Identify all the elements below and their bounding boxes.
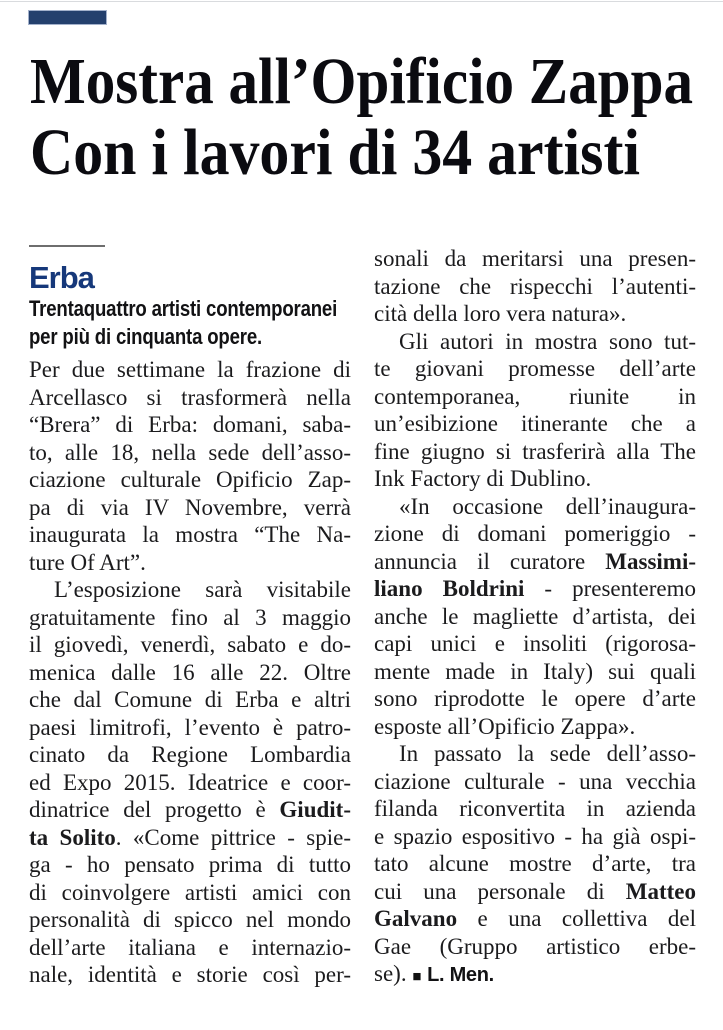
body-text-segment: «In occasione dell’inaugura- bbox=[399, 493, 696, 519]
headline-line-1: Mostra all’Opificio Zappa bbox=[30, 55, 693, 118]
body-line bbox=[374, 795, 696, 823]
body-text-segment: ciazione culturale Opificio Zap- bbox=[29, 467, 351, 492]
body-text-segment: il giovedì, venerdì, sabato e do- bbox=[29, 632, 351, 657]
body-text-segment: capi unici e insoliti (rigorosa- bbox=[374, 631, 696, 656]
body-line bbox=[374, 658, 696, 686]
lede-line-1: Trentaquattro artisti contemporanei bbox=[29, 296, 338, 321]
body-line bbox=[374, 960, 696, 991]
body-text-segment: to, alle 18, nella sede dell’asso- bbox=[29, 439, 351, 465]
body-line bbox=[374, 383, 696, 411]
body-text-segment: te giovani promesse dell’arte bbox=[374, 356, 696, 381]
highlighted-name: ta Solito bbox=[29, 824, 116, 850]
body-line bbox=[374, 300, 696, 328]
body-line bbox=[29, 494, 351, 522]
body-line bbox=[29, 604, 351, 632]
body-text-segment: “Brera” di Erba: domani, saba- bbox=[29, 412, 351, 437]
body-text-segment: cui una personale di bbox=[374, 878, 626, 904]
body-text-segment: inaugurata la mostra “The Na- bbox=[29, 522, 351, 547]
body-line bbox=[374, 630, 696, 658]
headline bbox=[30, 55, 702, 200]
body-text-segment: cinato da Regione Lombardia bbox=[29, 742, 351, 767]
body-text-segment: anche le magliette d’artista, dei bbox=[374, 603, 696, 629]
body-line bbox=[374, 933, 696, 961]
body-text-segment: zione di domani pomeriggio - bbox=[374, 521, 696, 546]
body-line bbox=[29, 741, 351, 769]
body-text-segment: un’esibizione itinerante che a bbox=[374, 411, 696, 436]
top-divider bbox=[0, 1, 723, 2]
body-text-segment: ture Of Art”. bbox=[29, 549, 146, 575]
body-line bbox=[29, 906, 351, 934]
body-text-segment: di coinvolgere artisti amici con bbox=[29, 879, 351, 905]
article-body bbox=[29, 240, 696, 991]
body-line bbox=[374, 355, 696, 383]
body-line bbox=[374, 575, 696, 603]
body-text-segment: ed Expo 2015. Ideatrice e coor- bbox=[29, 769, 351, 795]
body-text-segment: In passato la sede dell’asso- bbox=[399, 741, 696, 766]
highlighted-name: Galvano bbox=[374, 906, 458, 931]
body-text-segment: ciazione culturale - una vecchia bbox=[374, 768, 696, 794]
column-left bbox=[29, 240, 351, 991]
body-line bbox=[29, 576, 351, 604]
body-line bbox=[29, 879, 351, 907]
body-text-segment: Gae (Gruppo artistico erbe- bbox=[374, 933, 696, 959]
body-line bbox=[29, 466, 351, 494]
headline-line-2: Con i lavori di 34 artisti bbox=[30, 116, 640, 189]
body-line bbox=[374, 823, 696, 851]
highlighted-name: Giudit- bbox=[279, 797, 351, 822]
signature-author: L. Men. bbox=[427, 964, 494, 986]
body-text-segment: ga - ho pensato prima di tutto bbox=[29, 852, 351, 877]
body-line bbox=[29, 934, 351, 962]
body-line bbox=[29, 521, 351, 549]
body-text-segment: e una collettiva del bbox=[457, 906, 696, 931]
body-text-segment: menica dalle 16 alle 22. Oltre bbox=[29, 659, 351, 685]
lede-line-2: per più di cinquanta opere. bbox=[29, 324, 263, 349]
body-line bbox=[374, 273, 696, 301]
body-line bbox=[29, 631, 351, 659]
kicker-label: Erba bbox=[29, 260, 94, 295]
body-text-segment: fine giugno si trasferirà alla The bbox=[374, 438, 696, 464]
body-line bbox=[29, 796, 351, 824]
body-text-segment: filanda riconvertita in azienda bbox=[374, 796, 696, 821]
body-text-segment: - presenteremo bbox=[524, 576, 697, 601]
body-line bbox=[29, 411, 351, 439]
body-text-segment: mente made in Italy) sui quali bbox=[374, 658, 696, 684]
body-text-segment: dinatrice del progetto è bbox=[29, 797, 280, 822]
signature-square-icon: ■ bbox=[412, 968, 422, 985]
body-text-segment: paesi limitrofi, l’evento è patro- bbox=[29, 714, 351, 740]
body-line bbox=[374, 768, 696, 796]
body-line bbox=[374, 438, 696, 466]
body-text-segment: L’esposizione sarà visitabile bbox=[54, 577, 351, 602]
body-text-segment: tazione che rispecchi l’autenti- bbox=[374, 273, 696, 299]
highlighted-name: Matteo bbox=[625, 878, 696, 904]
body-text-segment: Arcellasco si trasformerà nella bbox=[29, 384, 351, 410]
body-line bbox=[29, 384, 351, 412]
body-text-segment: pa di via IV Novembre, verrà bbox=[29, 494, 351, 520]
body-line bbox=[374, 465, 696, 493]
body-line bbox=[374, 685, 696, 713]
body-line bbox=[374, 850, 696, 878]
body-line bbox=[374, 410, 696, 438]
body-text-segment: nale, identità e storie così per- bbox=[29, 962, 351, 987]
body-line bbox=[374, 493, 696, 521]
body-line bbox=[29, 824, 351, 852]
body-text-right bbox=[374, 245, 696, 991]
body-text-segment: dell’arte italiana e internazio- bbox=[29, 934, 351, 960]
body-line bbox=[29, 769, 351, 797]
lede bbox=[29, 295, 351, 351]
highlighted-name: Massimi- bbox=[605, 548, 696, 574]
body-text-segment: contemporanea, riunite in bbox=[374, 383, 696, 409]
body-text-segment: esposte all’Opificio Zappa». bbox=[374, 713, 636, 739]
body-line bbox=[374, 740, 696, 768]
body-text-segment: se). bbox=[374, 961, 413, 986]
body-line bbox=[374, 548, 696, 576]
body-line bbox=[29, 659, 351, 687]
body-text-segment: annuncia il curatore bbox=[374, 548, 606, 574]
body-line bbox=[374, 878, 696, 906]
body-line bbox=[374, 713, 696, 741]
body-text-segment: Per due settimane la frazione di bbox=[29, 357, 351, 382]
body-line bbox=[29, 686, 351, 714]
highlighted-name: liano Boldrini bbox=[374, 576, 525, 601]
body-text-segment: gratuitamente fino al 3 maggio bbox=[29, 604, 351, 630]
body-line bbox=[374, 328, 696, 356]
body-line bbox=[29, 356, 351, 384]
body-text-segment: sono riprodotte le opere d’arte bbox=[374, 686, 696, 711]
body-line bbox=[374, 905, 696, 933]
body-text-left bbox=[29, 356, 351, 989]
body-text-segment: tato alcune mostre d’arte, tra bbox=[374, 851, 696, 876]
body-text-segment: . «Come pittrice - spie- bbox=[115, 824, 352, 850]
body-line bbox=[29, 851, 351, 879]
body-line bbox=[29, 714, 351, 742]
body-text-segment: Ink Factory di Dublino. bbox=[374, 466, 592, 491]
body-line bbox=[29, 439, 351, 467]
body-text-segment: Gli autori in mostra sono tut- bbox=[399, 328, 696, 354]
body-text-segment: sonali da meritarsi una presen- bbox=[374, 246, 696, 271]
column-right bbox=[374, 240, 696, 991]
body-line bbox=[374, 603, 696, 631]
body-line bbox=[374, 245, 696, 273]
body-line bbox=[29, 961, 351, 989]
body-text-segment: che dal Comune di Erba e altri bbox=[29, 687, 351, 712]
body-text-segment: personalità di spicco nel mondo bbox=[29, 907, 351, 932]
body-line bbox=[29, 549, 351, 577]
body-text-segment: cità della loro vera natura». bbox=[374, 301, 627, 326]
kicker-rule bbox=[29, 245, 105, 247]
body-text-segment: e spazio espositivo - ha già ospi- bbox=[374, 823, 696, 849]
section-marker-bar bbox=[28, 10, 107, 25]
body-line bbox=[374, 520, 696, 548]
